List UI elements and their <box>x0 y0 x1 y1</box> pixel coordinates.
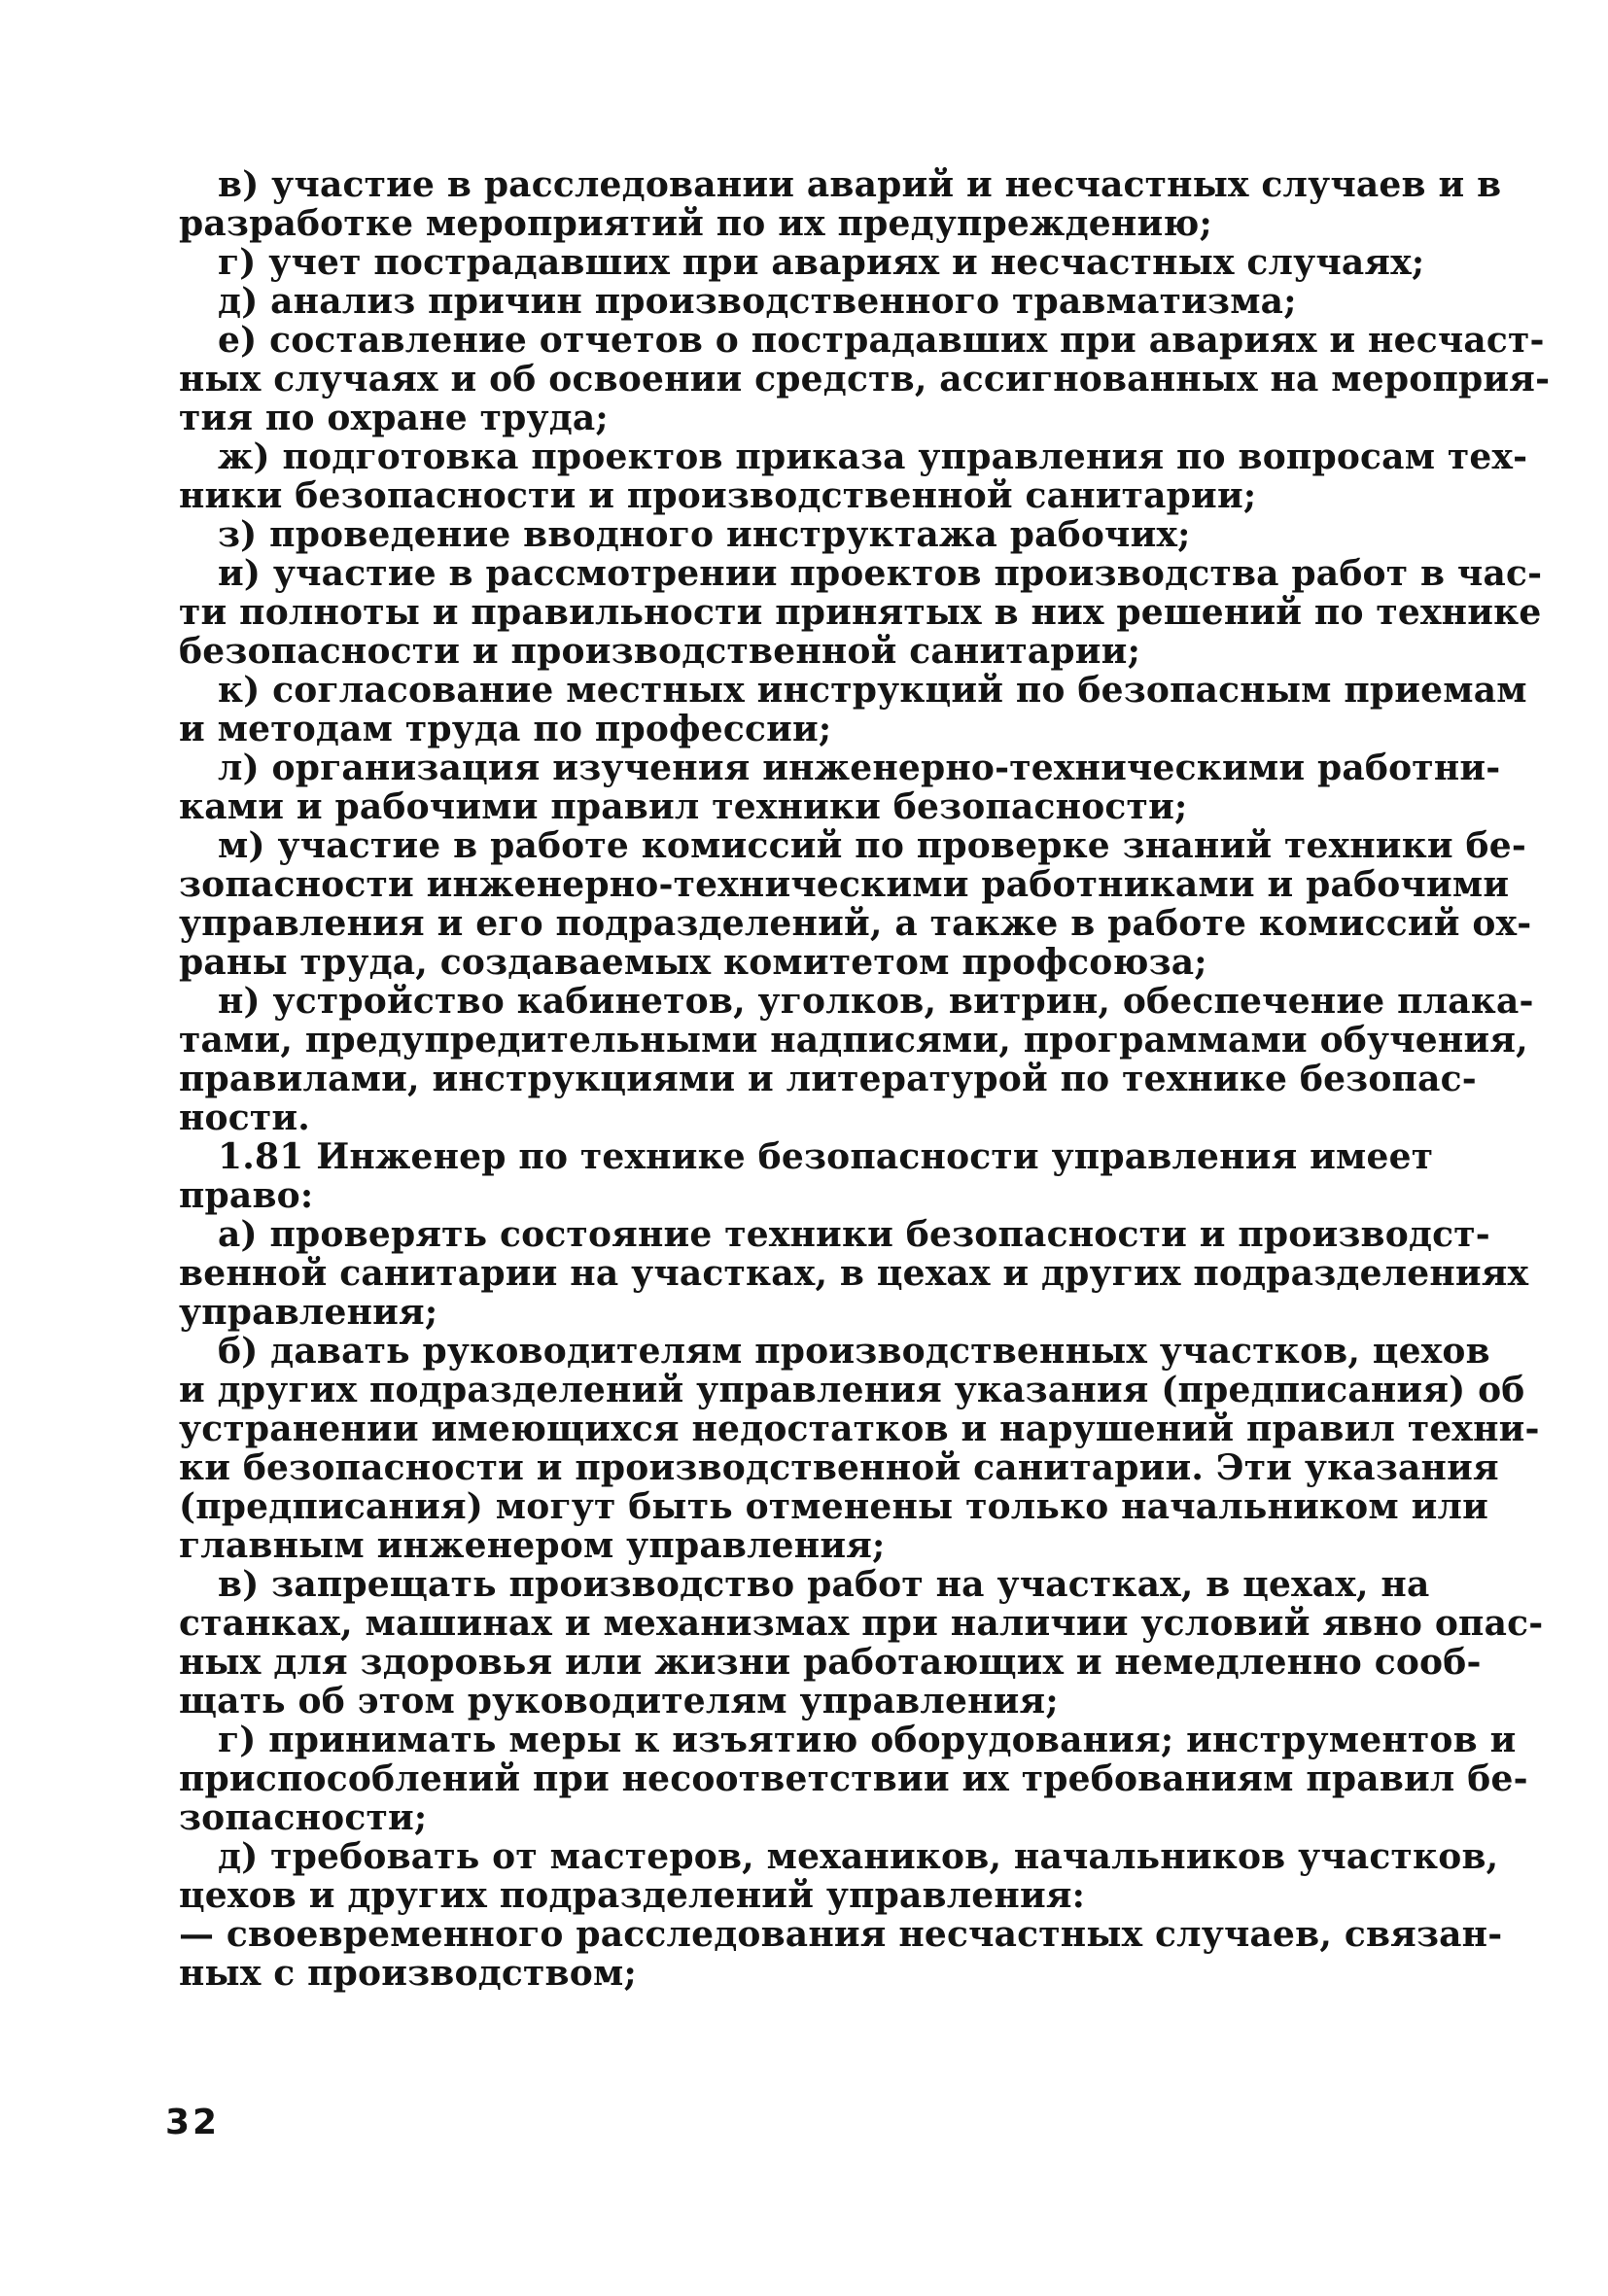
text-line: тия по охране труда; <box>179 398 609 438</box>
text-line: г) учет пострадавших при авариях и несчастных случаях; <box>218 242 1425 283</box>
text-line: разработке мероприятий по их предупреждению; <box>179 203 1212 244</box>
text-line: устранении имеющихся недостатков и нарушений правил техни- <box>179 1409 1540 1449</box>
text-line: зопасности; <box>179 1797 428 1838</box>
text-line: ки безопасности и производственной санитарии. Эти указания <box>179 1447 1499 1488</box>
text-line: 1.81 Инженер по технике безопасности управления имеет <box>218 1136 1434 1177</box>
text-line: управления и его подразделений, а также в работе комиссий ох- <box>179 903 1532 944</box>
text-line: зопасности инженерно-техническими работниками и рабочими <box>179 864 1510 905</box>
text-line: правилами, инструкциями и литературой по технике безопас- <box>179 1059 1477 1099</box>
text-line: ных с производством; <box>179 1953 637 1994</box>
text-line: — своевременного расследования несчастных случаев, связан- <box>179 1914 1503 1955</box>
text-line: д) требовать от мастеров, механиков, начальников участков, <box>218 1836 1499 1877</box>
text-line: и других подразделений управления указания (предписания) об <box>179 1370 1525 1410</box>
text-line: ности. <box>179 1097 311 1138</box>
text-line: в) участие в расследовании аварий и несчастных случаев и в <box>218 164 1502 205</box>
text-line: станках, машинах и механизмах при наличии условий явно опас- <box>179 1603 1544 1644</box>
text-line: щать об этом руководителям управления; <box>179 1681 1059 1722</box>
text-line: м) участие в работе комиссий по проверке знаний техники бе- <box>218 825 1526 866</box>
text-line: и) участие в рассмотрении проектов производства работ в час- <box>218 553 1543 594</box>
text-line: (предписания) могут быть отменены только начальником или <box>179 1486 1488 1527</box>
text-line: приспособлений при несоответствии их требованиям правил бе- <box>179 1758 1528 1799</box>
text-line: ками и рабочими правил техники безопасности; <box>179 786 1188 827</box>
text-line: н) устройство кабинетов, уголков, витрин, обеспечение плака- <box>218 981 1534 1022</box>
text-line: е) составление отчетов о пострадавших при авариях и несчаст- <box>218 320 1545 361</box>
text-line: з) проведение вводного инструктажа рабочих; <box>218 514 1191 555</box>
text-line: к) согласование местных инструкций по безопасным приемам <box>218 670 1527 711</box>
text-line: ники безопасности и производственной санитарии; <box>179 475 1257 516</box>
text-line: главным инженером управления; <box>179 1525 886 1566</box>
page-number: 32 <box>165 2103 221 2142</box>
text-line: б) давать руководителям производственных участков, цехов <box>218 1331 1490 1372</box>
text-line: раны труда, создаваемых комитетом профсоюза; <box>179 942 1207 983</box>
text-line: право: <box>179 1175 314 1216</box>
text-line: в) запрещать производство работ на участках, в цехах, на <box>218 1564 1430 1605</box>
text-line: венной санитарии на участках, в цехах и других подразделениях <box>179 1253 1529 1294</box>
text-line: д) анализ причин производственного травматизма; <box>218 281 1297 322</box>
text-line: управления; <box>179 1292 438 1333</box>
text-line: безопасности и производственной санитарии; <box>179 631 1141 672</box>
text-line: ж) подготовка проектов приказа управления по вопросам тех- <box>218 436 1528 477</box>
text-line: а) проверять состояние техники безопасности и производст- <box>218 1214 1490 1255</box>
text-line: ных случаях и об освоении средств, ассигнованных на мероприя- <box>179 359 1551 400</box>
text-line: г) принимать меры к изъятию оборудования; инструментов и <box>218 1720 1517 1760</box>
text-line: л) организация изучения инженерно-техническими работни- <box>218 748 1501 788</box>
text-line: тами, предупредительными надписями, программами обучения, <box>179 1020 1528 1061</box>
text-line: ных для здоровья или жизни работающих и немедленно сооб- <box>179 1642 1482 1683</box>
text-line: и методам труда по профессии; <box>179 709 832 749</box>
text-line: ти полноты и правильности принятых в них решений по технике <box>179 592 1542 633</box>
text-line: цехов и других подразделений управления: <box>179 1875 1086 1916</box>
